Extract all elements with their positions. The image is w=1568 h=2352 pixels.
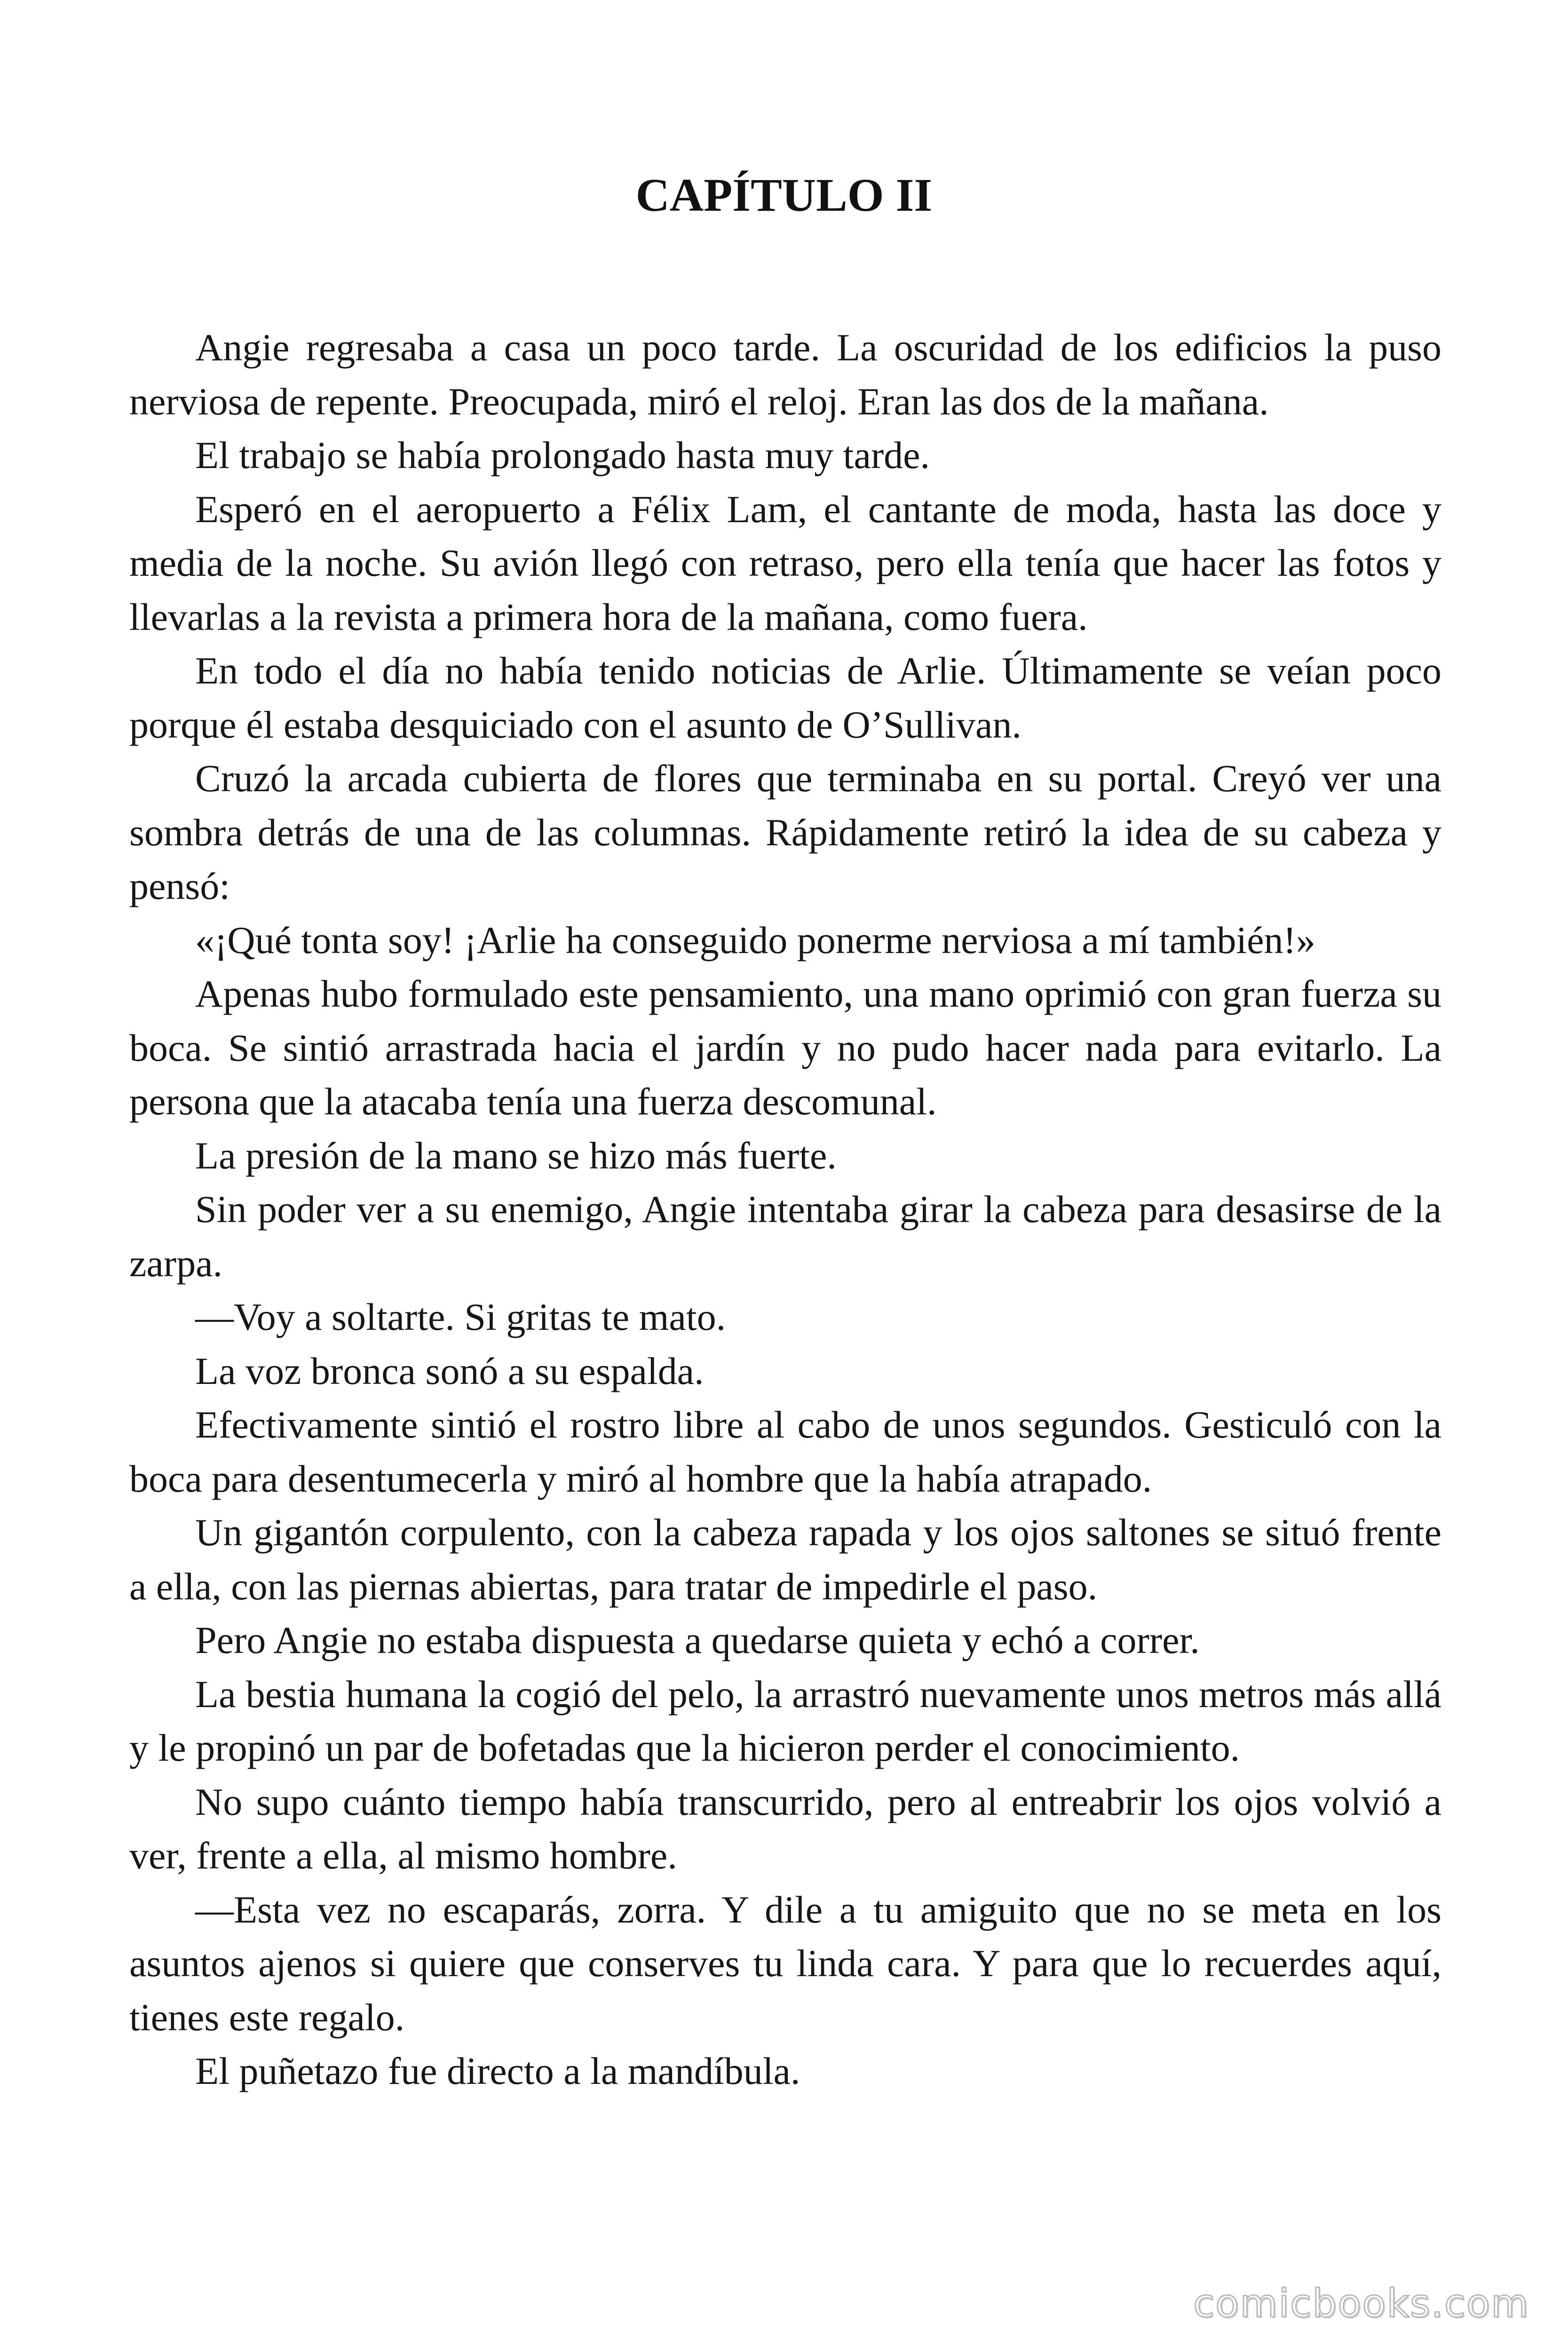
chapter-title: CAPÍTULO II (635, 169, 933, 221)
paragraph: Esperó en el aeropuerto a Félix Lam, el cantante de moda, hasta las doce y media de la noche. Su avión llegó con retraso, pero ella tenía que hacer las fotos y llevarlas a la revista a primera hora de la mañana, como fuera. (129, 487, 1441, 638)
paragraph: Sin poder ver a su enemigo, Angie intentaba girar la cabeza para desasirse de la zarpa. (129, 1188, 1441, 1285)
paragraph: Efectivamente sintió el rostro libre al cabo de unos segundos. Gesticuló con la boca para desentumecerla y miró al hombre que la había atrapado. (129, 1403, 1441, 1500)
chapter-body (129, 321, 1441, 2098)
paragraph: —Esta vez no escaparás, zorra. Y dile a tu amiguito que no se meta en los asuntos ajenos si quiere que conserves tu linda cara. Y para que lo recuerdes aquí, tienes este regalo. (129, 1888, 1441, 2039)
paragraph: Apenas hubo formulado este pensamiento, una mano oprimió con gran fuerza su boca. Se sintió arrastrada hacia el jardín y no pudo hacer nada para evitarlo. La persona que la atacaba tenía una fuerza descomunal. (129, 972, 1441, 1123)
paragraph: Angie regresaba a casa un poco tarde. La oscuridad de los edificios la puso nerviosa de repente. Preocupada, miró el reloj. Eran las dos de la mañana. (129, 326, 1441, 423)
watermark: comicbooks.com (1193, 2281, 1529, 2326)
paragraph: La presión de la mano se hizo más fuerte. (195, 1134, 837, 1177)
paragraph: Un gigantón corpulento, con la cabeza rapada y los ojos saltones se situó frente a ella, con las piernas abiertas, para tratar de impedirle el paso. (129, 1511, 1441, 1608)
paragraph: No supo cuánto tiempo había transcurrido, pero al entreabrir los ojos volvió a ver, frente a ella, al mismo hombre. (129, 1780, 1441, 1877)
paragraph: La voz bronca sonó a su espalda. (195, 1349, 704, 1392)
paragraph: Pero Angie no estaba dispuesta a quedarse quieta y echó a correr. (195, 1619, 1200, 1661)
paragraph: En todo el día no había tenido noticias de Arlie. Últimamente se veían poco porque él estaba desquiciado con el asunto de O’Sullivan. (129, 649, 1441, 746)
paragraph: La bestia humana la cogió del pelo, la arrastró nuevamente unos metros más allá y le propinó un par de bofetadas que la hicieron perder el conocimiento. (129, 1672, 1441, 1769)
paragraph: —Voy a soltarte. Si gritas te mato. (195, 1295, 726, 1338)
paragraph: El trabajo se había prolongado hasta muy tarde. (195, 434, 930, 477)
paragraph: «¡Qué tonta soy! ¡Arlie ha conseguido ponerme nerviosa a mí también!» (195, 918, 1315, 961)
paragraph: Cruzó la arcada cubierta de flores que terminaba en su portal. Creyó ver una sombra detrás de una de las columnas. Rápidamente retiró la idea de su cabeza y pensó: (129, 757, 1441, 907)
paragraph: El puñetazo fue directo a la mandíbula. (195, 2050, 800, 2092)
